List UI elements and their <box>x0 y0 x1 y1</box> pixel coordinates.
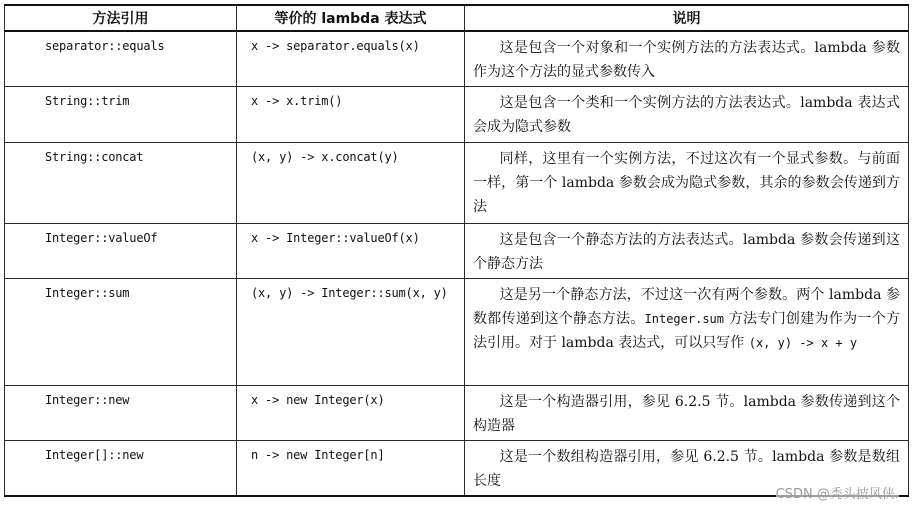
table-header-row <box>5 5 909 31</box>
description-text: 同样，这里有一个实例方法，不过这次有一个显式参数。与前面一样，第一个 lambda 参数会成为隐式参数，其余的参数会传递到方法 <box>473 151 900 215</box>
method-ref-text: separator::equals <box>45 39 165 53</box>
method-ref-text: String::trim <box>45 94 130 108</box>
csdn-watermark: CSDN @秃头披风侠. <box>776 483 899 502</box>
table-row <box>5 386 909 441</box>
table-row <box>5 143 909 224</box>
table-row <box>5 279 909 386</box>
lambda-text: n -> new Integer[n] <box>251 448 385 462</box>
lambda-text: x -> x.trim() <box>251 94 343 108</box>
inline-code: (x, y) -> x + y <box>748 336 858 350</box>
lambda-text: x -> separator.equals(x) <box>251 39 420 53</box>
description-text: 这是一个构造器引用，参见 6.2.5 节。lambda 参数传递到这个构造器 <box>473 394 900 434</box>
lambda-cell <box>237 224 465 279</box>
method-ref-cell <box>5 279 237 386</box>
inline-code: Integer.sum <box>644 312 725 326</box>
lambda-cell <box>237 143 465 224</box>
method-reference-table <box>4 4 909 497</box>
description-cell <box>465 279 909 386</box>
table-row <box>5 224 909 279</box>
lambda-cell <box>237 386 465 441</box>
lambda-cell <box>237 441 465 497</box>
description-text: 这是包含一个静态方法的方法表达式。lambda 参数会传递到这个静态方法 <box>473 232 900 272</box>
method-ref-cell <box>5 143 237 224</box>
description-cell <box>465 143 909 224</box>
description-cell <box>465 224 909 279</box>
method-ref-text: Integer::valueOf <box>45 231 158 245</box>
lambda-text: x -> Integer::valueOf(x) <box>251 231 420 245</box>
description-text: 这是包含一个类和一个实例方法的方法表达式。lambda 表达式会成为隐式参数 <box>473 95 900 135</box>
lambda-text: x -> new Integer(x) <box>251 393 385 407</box>
lambda-cell <box>237 31 465 87</box>
table-row <box>5 87 909 143</box>
method-ref-cell <box>5 386 237 441</box>
header-lambda: 等价的 lambda 表达式 <box>237 5 465 31</box>
lambda-text: (x, y) -> x.concat(y) <box>251 150 399 164</box>
description-text-part: 这是另一个静态方法，不过这一次有两个参数。两个 lambda 参数都传递到这个静态方法。 <box>473 287 900 327</box>
description-cell <box>465 386 909 441</box>
description-text <box>465 279 908 357</box>
description-text: 这是一个数组构造器引用，参见 6.2.5 节。lambda 参数是数组长度 <box>473 449 900 489</box>
lambda-text: (x, y) -> Integer::sum(x, y) <box>251 286 448 300</box>
description-cell <box>465 87 909 143</box>
lambda-cell <box>237 279 465 386</box>
method-ref-cell <box>5 31 237 87</box>
method-ref-text: String::concat <box>45 150 144 164</box>
table-row <box>5 441 909 497</box>
header-description: 说明 <box>465 5 909 31</box>
description-text: 这是包含一个对象和一个实例方法的方法表达式。lambda 参数作为这个方法的显式参数传入 <box>473 40 900 80</box>
method-ref-cell <box>5 87 237 143</box>
method-ref-text: Integer[]::new <box>45 448 144 462</box>
description-cell <box>465 31 909 87</box>
method-ref-text: Integer::sum <box>45 286 130 300</box>
method-ref-cell <box>5 441 237 497</box>
header-method-ref: 方法引用 <box>5 5 237 31</box>
method-ref-cell <box>5 224 237 279</box>
table-row <box>5 31 909 87</box>
lambda-cell <box>237 87 465 143</box>
method-ref-text: Integer::new <box>45 393 130 407</box>
description-text-part: 方法专门创建为作为一个方法引用。对于 lambda 表达式，可以只写作 <box>473 311 900 351</box>
